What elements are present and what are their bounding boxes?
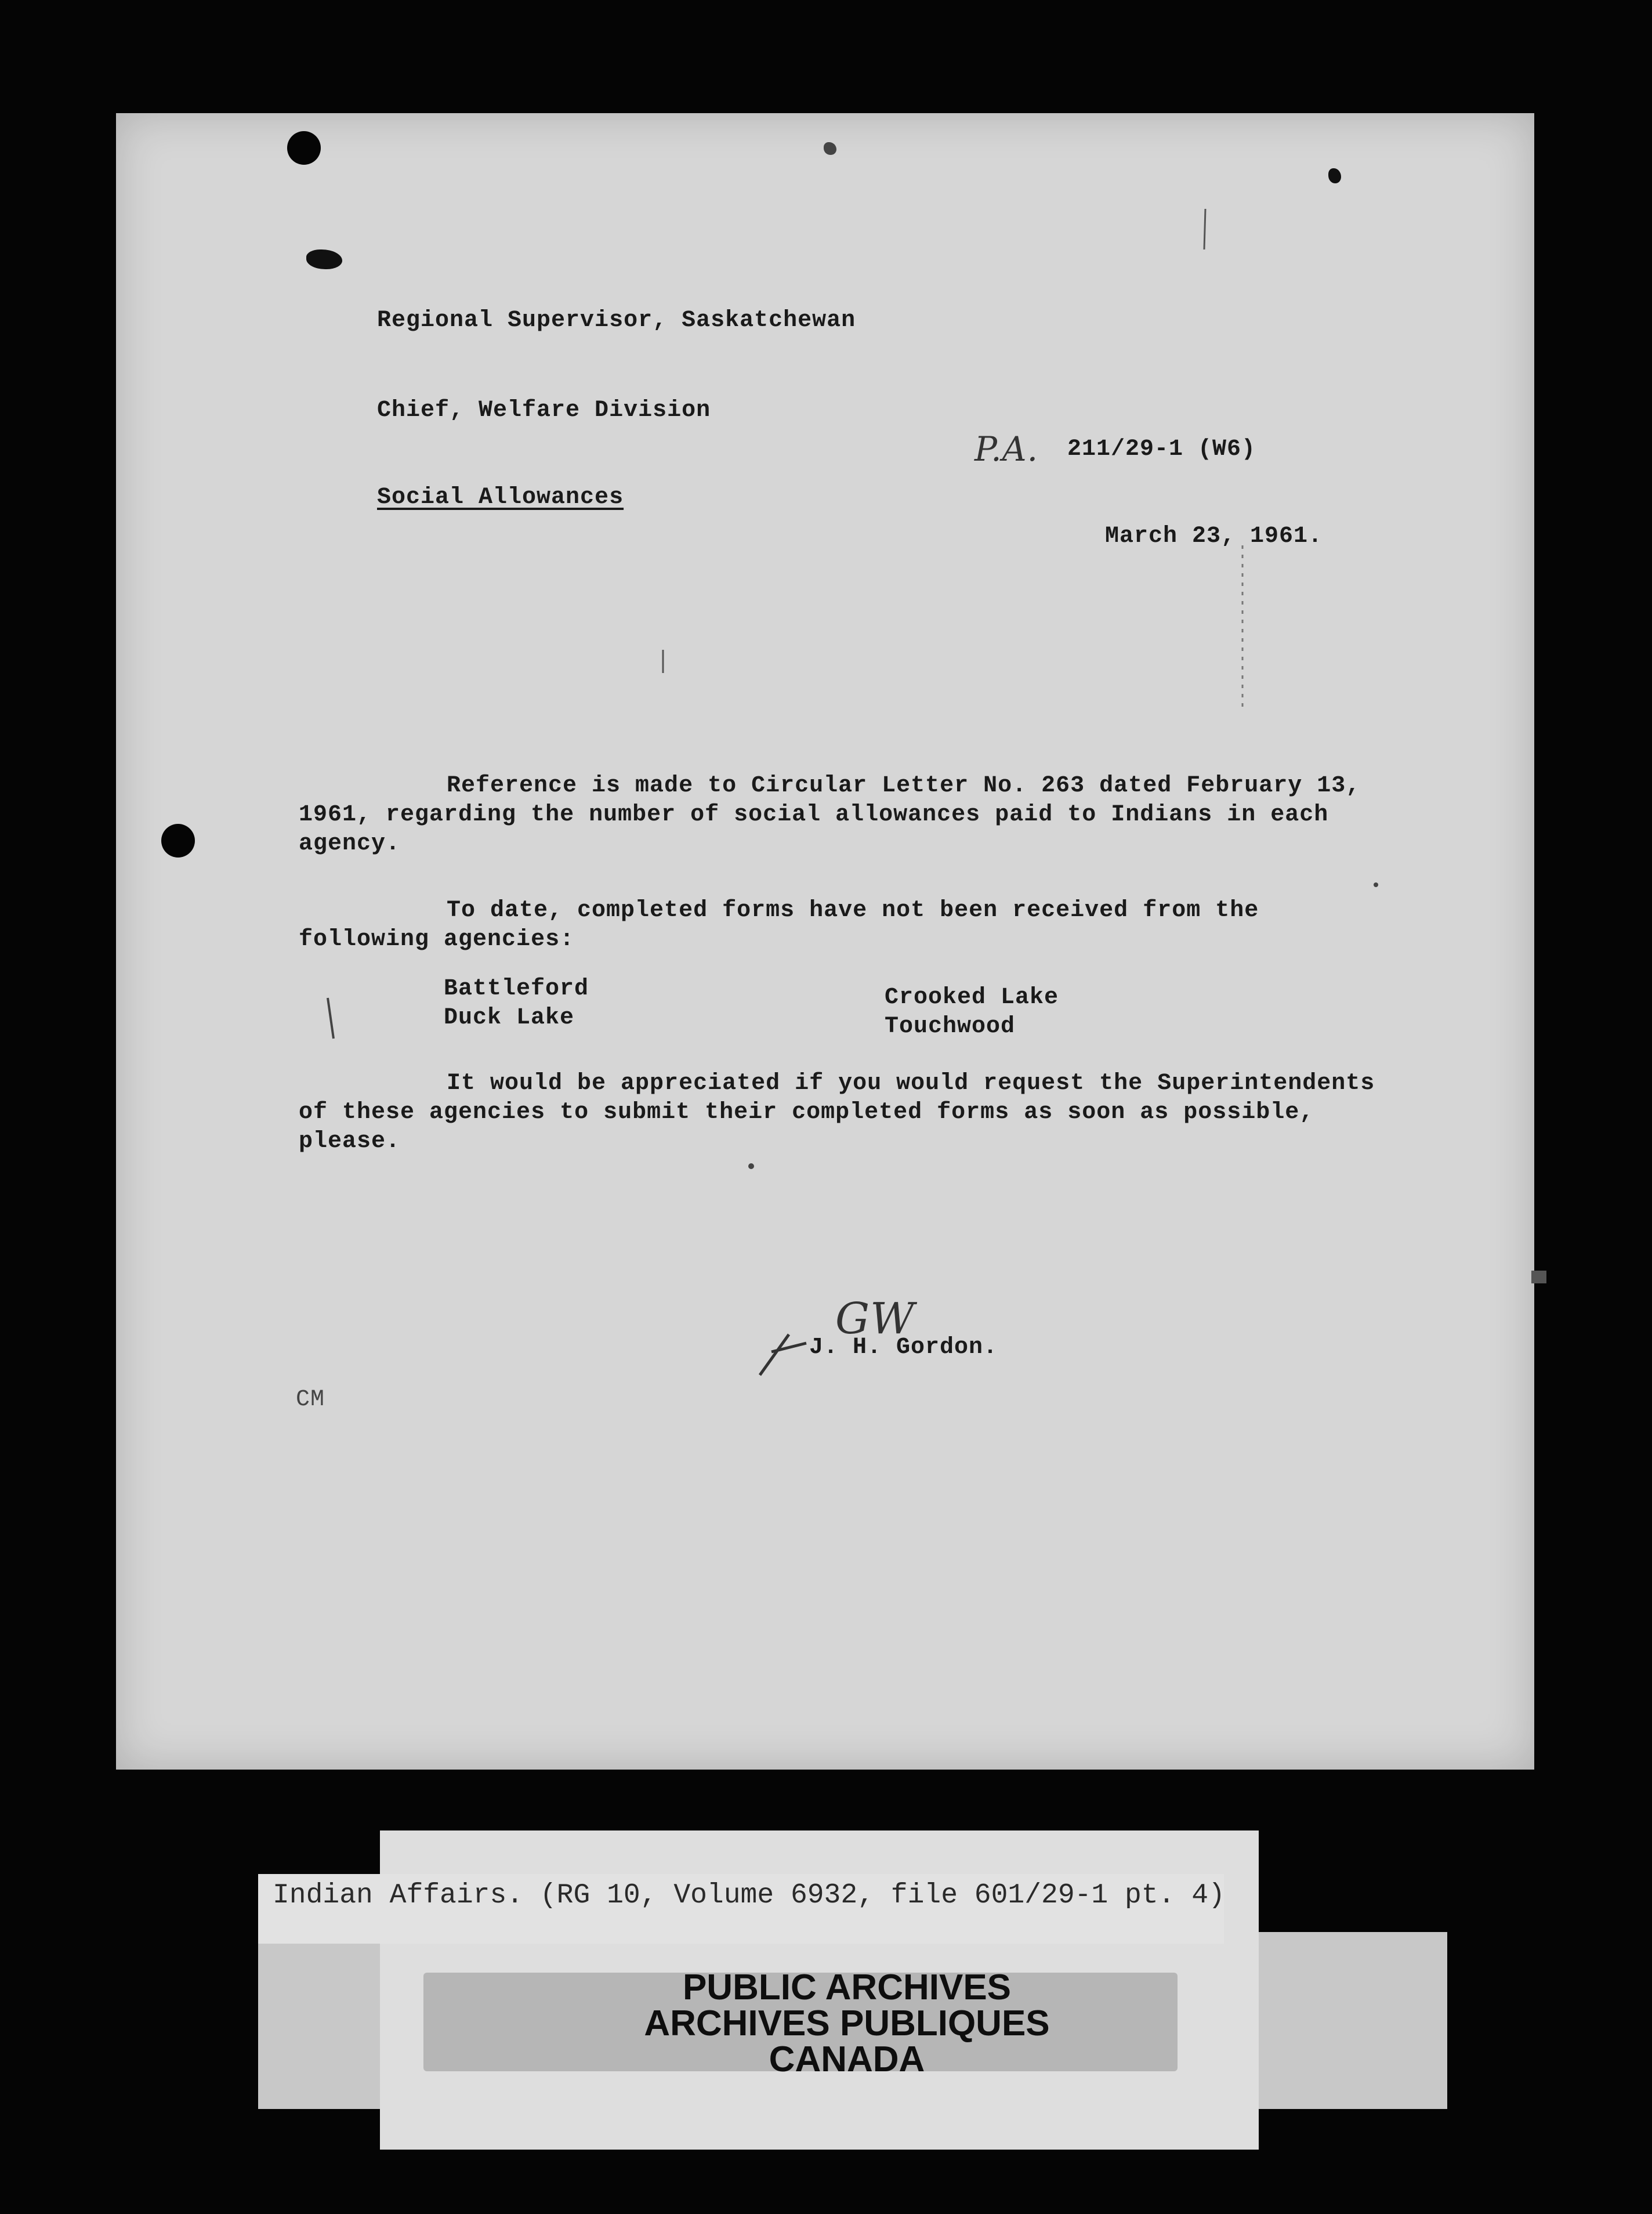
- typist-initials: CM: [296, 1387, 325, 1413]
- paragraph-to-date-line-2: following agencies:: [299, 927, 575, 953]
- paragraph-request-line-2: of these agencies to submit their completed forms as soon as possible,: [299, 1099, 1314, 1126]
- archive-stamp-line-1: PUBLIC ARCHIVES: [682, 1967, 1012, 2007]
- memo-date: March 23, 1961.: [1105, 523, 1323, 549]
- paragraph-reference-line-2: 1961, regarding the number of social allowances paid to Indians in each: [299, 802, 1329, 828]
- archive-stamp-line-3: CANADA: [769, 2039, 925, 2079]
- memo-subject: Social Allowances: [377, 484, 624, 511]
- agency-crooked-lake: Crooked Lake: [885, 985, 1059, 1011]
- agency-battleford: Battleford: [444, 976, 589, 1002]
- signature-name: J. H. Gordon.: [809, 1334, 998, 1361]
- file-reference: 211/29-1 (W6): [1067, 436, 1256, 462]
- archive-stamp-line-2: ARCHIVES PUBLIQUES: [644, 2003, 1050, 2043]
- archive-stamp: [580, 1967, 1114, 2079]
- handwritten-initials: GW: [835, 1294, 915, 1344]
- paragraph-request-line-3: please.: [299, 1128, 401, 1155]
- memo-from: Chief, Welfare Division: [377, 397, 711, 424]
- paragraph-reference-line-3: agency.: [299, 831, 401, 857]
- archive-reference: Indian Affairs. (RG 10, Volume 6932, file 601/29-1 pt. 4): [273, 1880, 1225, 1911]
- paragraph-request-line-1: It would be appreciated if you would request the Superintendents: [447, 1070, 1375, 1097]
- agency-duck-lake: Duck Lake: [444, 1005, 575, 1031]
- paragraph-to-date-line-1: To date, completed forms have not been received from the: [447, 898, 1259, 924]
- memo-to: Regional Supervisor, Saskatchewan: [377, 308, 856, 334]
- handwritten-file-prefix: P.A.: [974, 429, 1039, 469]
- paragraph-reference-line-1: Reference is made to Circular Letter No. 263 dated February 13,: [447, 773, 1361, 799]
- agency-touchwood: Touchwood: [885, 1014, 1016, 1040]
